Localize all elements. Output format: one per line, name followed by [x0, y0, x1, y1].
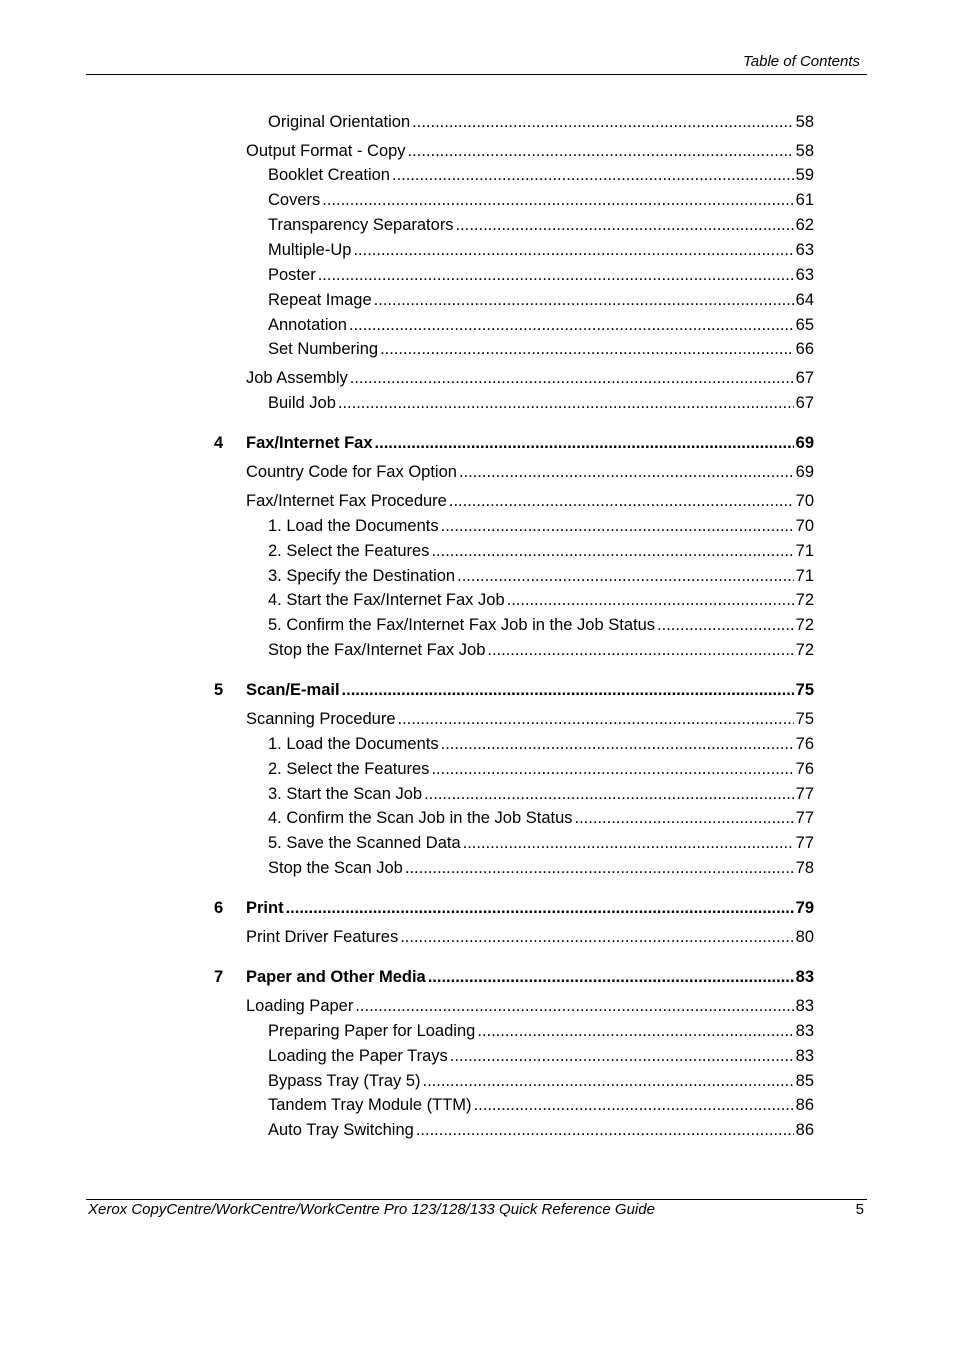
toc-entry[interactable]: [246, 489, 814, 511]
dot-leader: [322, 190, 793, 210]
toc-entry-page: 86: [795, 1121, 814, 1139]
dot-leader: [477, 1021, 793, 1041]
toc-entry[interactable]: [268, 238, 814, 260]
toc-entry-page: 79: [795, 899, 814, 917]
toc-entry-page: 76: [795, 760, 814, 778]
dot-leader: [507, 590, 794, 610]
dot-leader: [474, 1095, 794, 1115]
toc-entry[interactable]: [246, 366, 814, 388]
toc-entry-page: 72: [795, 616, 814, 634]
dot-leader: [408, 141, 794, 161]
toc-entry-page: 80: [795, 928, 814, 946]
toc-entry-page: 58: [795, 142, 814, 160]
toc-entry[interactable]: [268, 806, 814, 828]
dot-leader: [286, 898, 794, 918]
toc-entry-page: 77: [795, 785, 814, 803]
toc-entry-title: Print Driver Features: [246, 928, 399, 946]
toc-entry[interactable]: [246, 707, 814, 729]
toc-entry-page: 65: [795, 316, 814, 334]
toc-entry[interactable]: [268, 588, 814, 610]
dot-leader: [405, 858, 794, 878]
toc-entry[interactable]: [268, 1069, 814, 1091]
toc-chapter-entry[interactable]: [246, 678, 814, 700]
toc-entry-title: Booklet Creation: [268, 166, 390, 184]
toc-entry[interactable]: [268, 313, 814, 335]
dot-leader: [400, 927, 793, 947]
toc-entry-title: Annotation: [268, 316, 347, 334]
dot-leader: [342, 680, 794, 700]
toc-entry[interactable]: [268, 782, 814, 804]
toc-entry-title: Fax/Internet Fax: [246, 434, 373, 452]
toc-entry[interactable]: [246, 925, 814, 947]
toc-entry-title: 1. Load the Documents: [268, 517, 439, 535]
toc-entry-title: 2. Select the Features: [268, 760, 430, 778]
toc-entry-title: Original Orientation: [268, 113, 411, 131]
footer-document-title: Xerox CopyCentre/WorkCentre/WorkCentre Pro 123/128/133 Quick Reference Guide: [88, 1201, 655, 1218]
toc-entry-page: 83: [795, 968, 814, 986]
dot-leader: [398, 709, 794, 729]
toc-entry-page: 71: [795, 542, 814, 560]
toc-entry-page: 76: [795, 735, 814, 753]
toc-chapter-entry[interactable]: [246, 965, 814, 987]
toc-entry-title: Country Code for Fax Option: [246, 463, 457, 481]
toc-entry-title: Auto Tray Switching: [268, 1121, 414, 1139]
toc-entry[interactable]: [268, 539, 814, 561]
toc-entry-title: Print: [246, 899, 284, 917]
chapter-number: 4: [214, 434, 224, 452]
dot-leader: [392, 165, 794, 185]
dot-leader: [423, 1071, 794, 1091]
toc-entry-title: 3. Specify the Destination: [268, 567, 456, 585]
toc-entry-page: 77: [795, 834, 814, 852]
toc-entry[interactable]: [268, 1019, 814, 1041]
toc-entry-page: 83: [795, 997, 814, 1015]
dot-leader: [318, 265, 794, 285]
dot-leader: [457, 566, 794, 586]
dot-leader: [416, 1120, 794, 1140]
toc-entry-page: 75: [795, 681, 814, 699]
toc-entry-page: 72: [795, 641, 814, 659]
toc-entry[interactable]: [246, 460, 814, 482]
toc-entry-page: 75: [795, 710, 814, 728]
toc-entry-page: 69: [795, 434, 814, 452]
toc-entry-title: Loading Paper: [246, 997, 354, 1015]
dot-leader: [412, 112, 793, 132]
toc-entry-title: Set Numbering: [268, 340, 379, 358]
dot-leader: [431, 759, 793, 779]
toc-entry-title: Tandem Tray Module (TTM): [268, 1096, 472, 1114]
toc-entry-title: 5. Save the Scanned Data: [268, 834, 461, 852]
toc-entry[interactable]: [268, 638, 814, 660]
toc-entry[interactable]: [268, 1118, 814, 1140]
toc-entry[interactable]: [268, 163, 814, 185]
dot-leader: [449, 491, 794, 511]
footer-page-number: 5: [855, 1201, 864, 1218]
toc-entry-title: Stop the Fax/Internet Fax Job: [268, 641, 486, 659]
toc-entry-title: 4. Start the Fax/Internet Fax Job: [268, 591, 505, 609]
toc-entry[interactable]: [268, 613, 814, 635]
dot-leader: [487, 640, 793, 660]
toc-entry-title: Stop the Scan Job: [268, 859, 403, 877]
toc-entry-page: 71: [795, 567, 814, 585]
toc-entry-title: Covers: [268, 191, 321, 209]
toc-entry-page: 62: [795, 216, 814, 234]
toc-chapter-entry[interactable]: [246, 431, 814, 453]
dot-leader: [450, 1046, 794, 1066]
toc-entry-page: 63: [795, 241, 814, 259]
toc-entry-page: 77: [795, 809, 814, 827]
toc-entry-title: Multiple-Up: [268, 241, 352, 259]
chapter-number: 5: [214, 681, 224, 699]
dot-leader: [441, 734, 794, 754]
toc-entry[interactable]: [268, 263, 814, 285]
toc-entry-page: 85: [795, 1072, 814, 1090]
toc-entry[interactable]: [268, 831, 814, 853]
toc-entry[interactable]: [246, 994, 814, 1016]
toc-entry-title: 2. Select the Features: [268, 542, 430, 560]
dot-leader: [350, 368, 794, 388]
toc-entry-page: 70: [795, 492, 814, 510]
toc-entry-title: 3. Start the Scan Job: [268, 785, 423, 803]
toc-entry[interactable]: [268, 1044, 814, 1066]
dot-leader: [349, 315, 794, 335]
toc-entry-page: 58: [795, 113, 814, 131]
toc-entry-page: 83: [795, 1047, 814, 1065]
dot-leader: [657, 615, 794, 635]
toc-entry[interactable]: [268, 514, 814, 536]
toc-entry-title: Fax/Internet Fax Procedure: [246, 492, 447, 510]
toc-entry-page: 78: [795, 859, 814, 877]
dot-leader: [463, 833, 794, 853]
toc-entry-title: Build Job: [268, 394, 336, 412]
dot-leader: [375, 433, 794, 453]
dot-leader: [459, 462, 794, 482]
toc-entry-page: 83: [795, 1022, 814, 1040]
dot-leader: [424, 784, 794, 804]
toc-entry[interactable]: [268, 757, 814, 779]
chapter-number: 6: [214, 899, 224, 917]
toc-entry-title: 4. Confirm the Scan Job in the Job Status: [268, 809, 573, 827]
toc-entry-title: Preparing Paper for Loading: [268, 1022, 476, 1040]
toc-entry-page: 63: [795, 266, 814, 284]
toc-entry-title: Paper and Other Media: [246, 968, 426, 986]
dot-leader: [353, 240, 793, 260]
dot-leader: [374, 290, 794, 310]
toc-entry[interactable]: [268, 564, 814, 586]
dot-leader: [380, 339, 794, 359]
toc-entry-title: Scanning Procedure: [246, 710, 396, 728]
toc-entry[interactable]: [268, 732, 814, 754]
dot-leader: [441, 516, 794, 536]
toc-entry-page: 86: [795, 1096, 814, 1114]
toc-entry[interactable]: [268, 188, 814, 210]
toc-entry-title: 5. Confirm the Fax/Internet Fax Job in the Job Status: [268, 616, 656, 634]
toc-entry[interactable]: [268, 391, 814, 413]
dot-leader: [575, 808, 794, 828]
toc-entry[interactable]: [268, 288, 814, 310]
toc-entry-page: 59: [795, 166, 814, 184]
toc-entry-page: 72: [795, 591, 814, 609]
toc-entry[interactable]: [268, 110, 814, 132]
toc-entry-page: 67: [795, 369, 814, 387]
toc-entry-page: 66: [795, 340, 814, 358]
dot-leader: [431, 541, 793, 561]
toc-entry-title: Loading the Paper Trays: [268, 1047, 448, 1065]
toc-entry-title: Job Assembly: [246, 369, 348, 387]
toc-entry-page: 67: [795, 394, 814, 412]
dot-leader: [355, 996, 793, 1016]
toc-entry[interactable]: [268, 213, 814, 235]
dot-leader: [428, 967, 794, 987]
toc-entry-page: 69: [795, 463, 814, 481]
toc-entry-title: Repeat Image: [268, 291, 372, 309]
toc-chapter-entry[interactable]: [246, 896, 814, 918]
toc-entry-page: 61: [795, 191, 814, 209]
chapter-number: 7: [214, 968, 224, 986]
toc-entry[interactable]: [268, 337, 814, 359]
dot-leader: [456, 215, 794, 235]
toc-entry-title: 1. Load the Documents: [268, 735, 439, 753]
toc-entry-title: Transparency Separators: [268, 216, 454, 234]
toc-entry-title: Output Format - Copy: [246, 142, 406, 160]
dot-leader: [338, 393, 794, 413]
page-header-title: Table of Contents: [742, 53, 860, 70]
toc-entry-title: Scan/E-mail: [246, 681, 340, 699]
toc-entry[interactable]: [268, 856, 814, 878]
toc-entry-title: Bypass Tray (Tray 5): [268, 1072, 421, 1090]
footer-rule: [86, 1199, 867, 1200]
toc-entry-page: 70: [795, 517, 814, 535]
toc-entry[interactable]: [268, 1093, 814, 1115]
toc-entry[interactable]: [246, 139, 814, 161]
toc-entry-title: Poster: [268, 266, 316, 284]
toc-entry-page: 64: [795, 291, 814, 309]
